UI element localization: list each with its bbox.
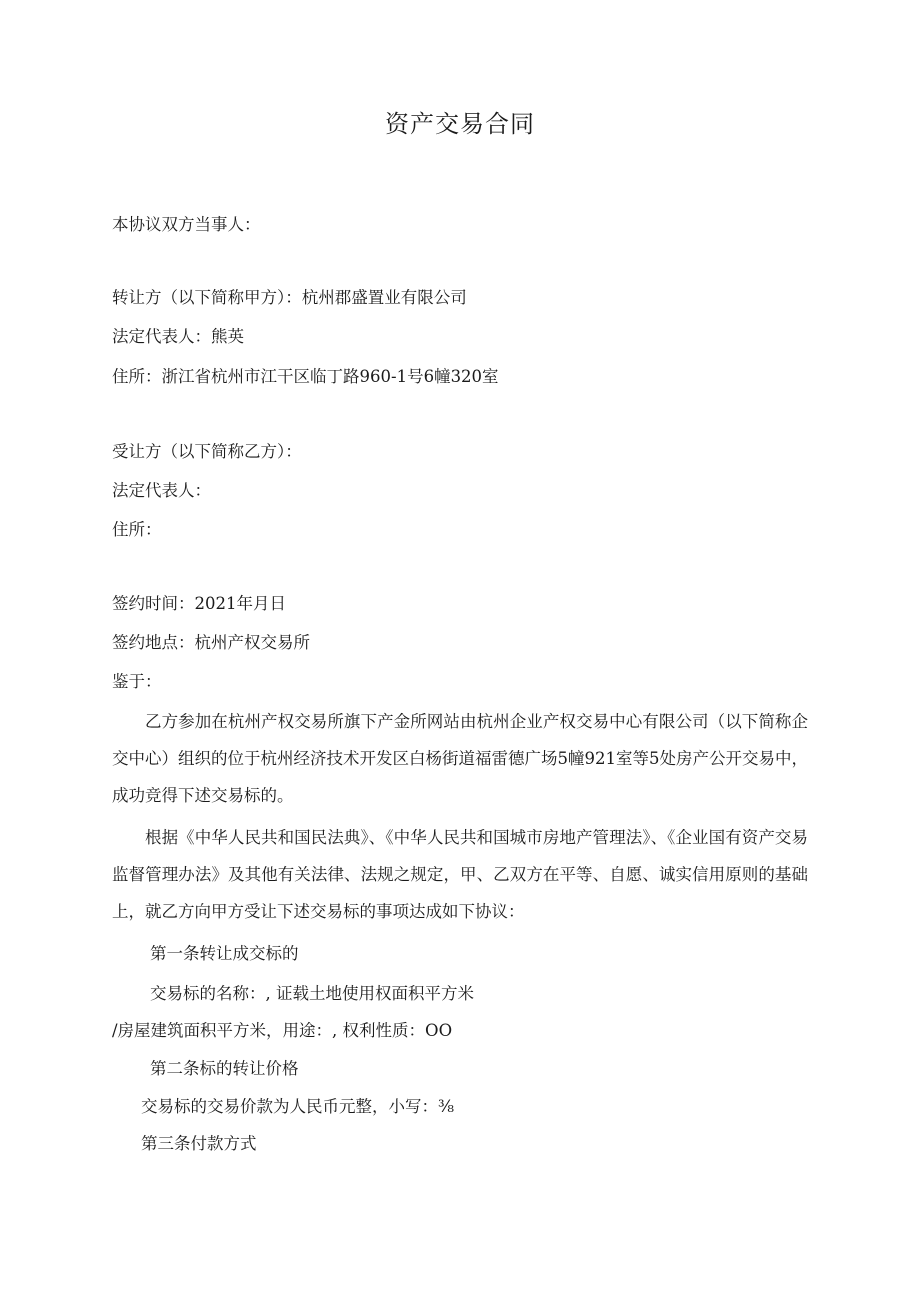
parties-intro: 本协议双方当事人： xyxy=(112,215,261,234)
article-1-line-2: /房屋建筑面积平方米，用途：, 权利性质：OO xyxy=(112,1021,453,1040)
transferor-representative: 法定代表人：熊英 xyxy=(112,327,244,346)
article-2-title: 第二条标的转让价格 xyxy=(150,1059,299,1078)
signing-place: 签约地点：杭州产权交易所 xyxy=(112,633,310,652)
transferee-name: 受让方（以下简称乙方）： xyxy=(112,442,302,461)
transferee-address: 住所： xyxy=(112,520,162,539)
article-1-line-1: 交易标的名称：, 证载土地使用权面积平方米 xyxy=(150,984,474,1003)
article-3-title: 第三条付款方式 xyxy=(141,1134,257,1153)
document-title: 资产交易合同 xyxy=(385,110,535,138)
article-1-title: 第一条转让成交标的 xyxy=(150,944,299,963)
transferee-representative: 法定代表人： xyxy=(112,481,211,500)
paragraph-auction: 乙方参加在杭州产权交易所旗下产金所网站由杭州企业产权交易中心有限公司（以下简称企交中心）组织的位于杭州经济技术开发区白杨街道福雷德广场5幢921室等5处房产公开交易中，成功竞得下述交易标的。 xyxy=(112,712,808,805)
whereas-label: 鉴于： xyxy=(112,672,162,691)
transferor-name: 转让方（以下简称甲方）：杭州郡盛置业有限公司 xyxy=(112,288,467,307)
paragraph-legal-basis: 根据《中华人民共和国民法典》、《中华人民共和国城市房地产管理法》、《企业国有资产交易监督管理办法》及其他有关法律、法规之规定，甲、乙双方在平等、自愿、诚实信用原则的基础上，就乙方向甲方受让下述交易标的事项达成如下协议： xyxy=(112,828,808,921)
transferor-address: 住所：浙江省杭州市江干区临丁路960-1号6幢320室 xyxy=(112,367,499,386)
article-2-line-1: 交易标的交易价款为人民币元整，小写：⅜ xyxy=(141,1097,454,1116)
signing-time: 签约时间：2021年月日 xyxy=(112,594,286,613)
